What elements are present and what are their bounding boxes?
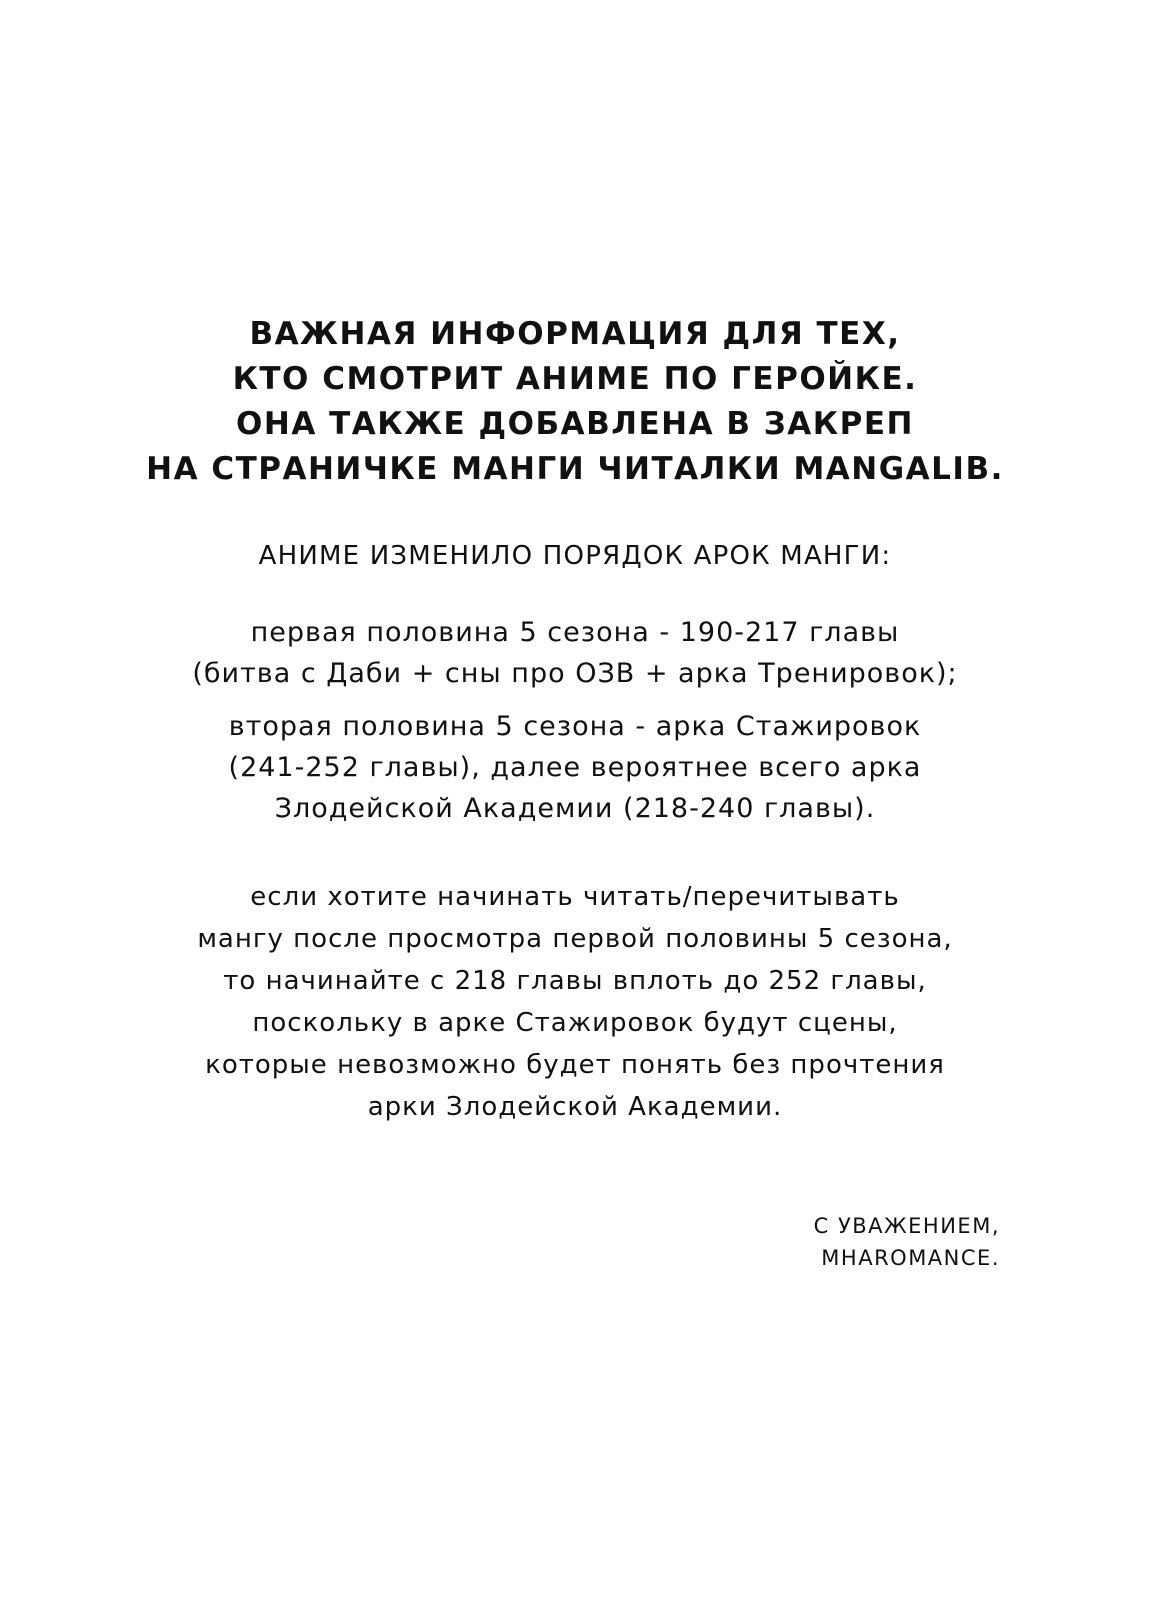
advice-line-2: мангу после просмотра первой половины 5 сезона, [197, 924, 953, 954]
advice-line-4: поскольку в арке Стажировок будут сцены, [252, 1008, 898, 1038]
signature [814, 1210, 1000, 1274]
advice-line-3: то начинайте с 218 главы вплоть до 252 главы, [223, 966, 927, 996]
announcement-heading [0, 312, 1150, 492]
heading-line-3: ОНА ТАКЖЕ ДОБАВЛЕНА В ЗАКРЕП [236, 406, 914, 442]
second-half-line-1: вторая половина 5 сезона - арка Стажировок [228, 711, 922, 742]
arc-order-subheading [0, 538, 1150, 574]
advice-line-6: арки Злодейской Академии. [367, 1092, 783, 1122]
signature-line-1: С УВАЖЕНИЕМ, [813, 1214, 1000, 1238]
heading-line-4: НА СТРАНИЧКЕ МАНГИ ЧИТАЛКИ MANGALIB. [146, 451, 1004, 487]
reading-advice [0, 876, 1150, 1128]
first-half-line-1: первая половина 5 сезона - 190-217 главы [250, 617, 900, 648]
heading-line-2: КТО СМОТРИТ АНИМЕ ПО ГЕРОЙКЕ. [232, 361, 918, 397]
advice-line-1: если хотите начинать читать/перечитывать [250, 882, 900, 912]
first-half-arcs [0, 612, 1150, 694]
heading-line-1: ВАЖНАЯ ИНФОРМАЦИЯ ДЛЯ ТЕХ, [249, 316, 901, 352]
first-half-line-2: (битва с Даби + сны про ОЗВ + арка Тренировок); [192, 658, 958, 689]
subheading-text: АНИМЕ ИЗМЕНИЛО ПОРЯДОК АРОК МАНГИ: [258, 541, 892, 571]
signature-line-2: MHAROMANCE. [821, 1246, 1000, 1270]
second-half-line-3: Злодейской Академии (218-240 главы). [274, 793, 876, 824]
second-half-line-2: (241-252 главы), далее вероятнее всего арка [228, 752, 922, 783]
advice-line-5: которые невозможно будет понять без прочтения [205, 1050, 945, 1080]
second-half-arcs [0, 706, 1150, 829]
